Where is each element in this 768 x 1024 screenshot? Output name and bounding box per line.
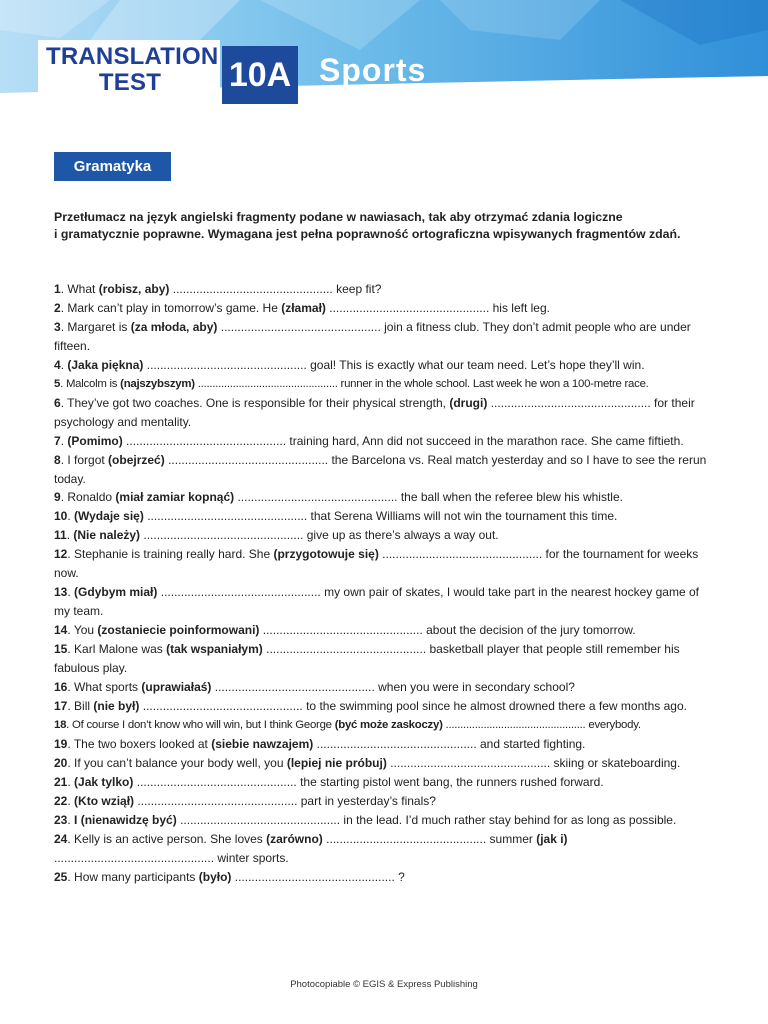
answer-blank: ................................................ (220, 319, 381, 334)
polish-hint: (obejrzeć) (108, 452, 165, 467)
sentence-text: How many participants (74, 869, 199, 884)
exercise-item: 15. Karl Malone was (tak wspaniałym) ................................................ basketball player that people still remember his fabulous play. (54, 642, 680, 676)
exercise-item: 5. Malcolm is (najszybszym) ................................................ runner in the whole school. Last week he won a 100-metre race. (54, 377, 649, 390)
polish-hint: (zarówno) (266, 831, 323, 846)
sentence-text: the starting pistol went bang, the runners rushed forward. (296, 774, 604, 789)
instructions-line2: i gramatycznie poprawne. Wymagana jest pełna poprawność ortograficzna wpisywanych fragmentów zdań. (54, 227, 681, 241)
item-number: 5 (54, 377, 61, 390)
answer-blank: ................................................ (147, 509, 308, 524)
item-number: 17 (54, 698, 68, 713)
polish-hint: (Kto wziął) (74, 793, 135, 808)
polish-hint: (uprawiałaś) (141, 680, 212, 695)
exercise-item: 9. Ronaldo (miał zamiar kopnąć) ................................................ the ball when the referee blew his whistle. (54, 490, 623, 505)
exercise-item: 14. You (zostaniecie poinformowani) ................................................ about the decision of the jury tomorrow. (54, 623, 636, 638)
sentence-text: about the decision of the jury tomorrow. (422, 623, 636, 638)
item-number: 19 (54, 736, 68, 751)
polish-hint: (Jaka piękna) (67, 357, 144, 372)
exercise-item: 1. What (robisz, aby) ................................................ keep fit? (54, 282, 382, 296)
item-number: 24 (54, 831, 68, 846)
item-number: 2 (54, 300, 61, 315)
footer-copyright: Photocopiable © EGIS & Express Publishing (290, 979, 478, 990)
polish-hint: (Pomimo) (67, 433, 123, 448)
sentence-text: part in yesterday’s finals? (297, 793, 436, 808)
sentence-text: They’ve got two coaches. One is responsible for their physical strength, (67, 395, 450, 410)
sentence-text: summer (486, 831, 537, 846)
sentence-text: Stephanie is training really hard. She (74, 547, 274, 562)
answer-blank: ................................................ (329, 300, 490, 315)
polish-hint: (Nie należy) (73, 528, 141, 543)
sentence-text: goal! This is exactly what our team need. Let’s hope they’ll win. (306, 357, 645, 372)
polish-hint: (tak wspaniałym) (166, 642, 263, 657)
exercise-item: 17. Bill (nie był) ................................................ to the swimming pool since he almost drowned there a few months ago. (54, 698, 687, 713)
sentence-text: basketball player that people still remember his fabulous play. (54, 642, 680, 676)
polish-hint: (za młoda, aby) (130, 319, 218, 334)
item-number: 4 (54, 357, 61, 372)
exercise-item: 3. Margaret is (za młoda, aby) ................................................ join a fitness club. They don’t admit people who are under fifteen. (54, 319, 691, 353)
sentence-text: my own pair of skates, I would take part in the nearest hockey game of my team. (54, 585, 699, 619)
item-number: 11 (54, 528, 67, 543)
polish-hint: (miał zamiar kopnąć) (115, 490, 235, 505)
item-number: 21 (54, 774, 68, 789)
sentence-text: training hard, Ann did not succeed in the marathon race. She came fiftieth. (286, 433, 684, 448)
item-number: 13 (54, 585, 68, 600)
answer-blank: ................................................ (143, 528, 304, 543)
polish-hint: (lepiej nie próbuj) (286, 755, 387, 770)
answer-blank: ................................................ (197, 377, 338, 390)
answer-blank: ................................................ (168, 452, 329, 467)
item-number: 20 (54, 755, 68, 770)
item-number: 23 (54, 812, 68, 827)
sentence-text: runner in the whole school. Last week he won a 100-metre race. (337, 377, 649, 390)
sentence-text: everybody. (585, 718, 641, 731)
exercise-list (54, 280, 714, 887)
label-line1: TRANSLATION (46, 43, 219, 70)
exercise-item: 10. (Wydaje się) ................................................ that Serena Williams will not win the tournament this time. (54, 509, 618, 524)
sentence-text: Malcolm is (65, 377, 121, 390)
polish-hint: (przygotowuje się) (273, 547, 379, 562)
sentence-text: You (73, 623, 98, 638)
polish-hint: (robisz, aby) (98, 282, 170, 296)
answer-blank: ................................................ (445, 718, 586, 731)
answer-blank: ................................................ (490, 395, 651, 410)
polish-hint: (nie był) (93, 698, 140, 713)
unit-title: Sports (319, 52, 427, 88)
polish-hint: (Wydaje się) (74, 509, 144, 524)
sentence-text: keep fit? (332, 282, 382, 296)
label-line2: TEST (98, 69, 162, 96)
exercise-item: 18. Of course I don’t know who will win, but I think George (być może zaskoczy) ................................................ everybody. (54, 718, 641, 731)
exercise-item: 21. (Jak tylko) ................................................ the starting pistol went bang, the runners rushed forward. (54, 774, 604, 789)
polish-hint: (było) (198, 869, 232, 884)
sentence-text: If you can’t balance your body well, you (74, 755, 287, 770)
item-number: 6 (54, 395, 61, 410)
answer-blank: ................................................ (262, 623, 423, 638)
answer-blank: ................................................ (326, 831, 487, 846)
exercise-item: 7. (Pomimo) ................................................ training hard, Ann did not succeed in the marathon race. She came fiftieth. (54, 433, 684, 448)
exercise-item: 22. (Kto wziął) ................................................ part in yesterday’s finals? (54, 793, 436, 808)
sentence-text: Of course I don’t know who will win, but I think George (72, 718, 335, 731)
item-number: 14 (54, 623, 68, 638)
exercise-item: 23. I (nienawidzę być) ................................................ in the lead. I’d much rather stay behind for as long as possible. (54, 812, 677, 827)
item-number: 18 (54, 718, 67, 731)
exercise-item: 11. (Nie należy) ................................................ give up as there’s always a way out. (54, 528, 499, 543)
sentence-text: Mark can’t play in tomorrow’s game. He (67, 300, 282, 315)
exercise-item: 8. I forgot (obejrzeć) ................................................ the Barcelona vs. Real match yesterday and so I have to see the rerun today. (54, 452, 707, 486)
exercise-item: 19. The two boxers looked at (siebie nawzajem) ................................................ and started fighting. (54, 736, 586, 751)
answer-blank: ................................................ (316, 736, 477, 751)
exercise-item: 16. What sports (uprawiałaś) ................................................ when you were in secondary school? (54, 680, 575, 695)
polish-hint: (siebie nawzajem) (211, 736, 314, 751)
item-number: 15 (54, 642, 68, 657)
answer-blank: ................................................ (160, 585, 321, 600)
sentence-text: Bill (74, 698, 94, 713)
exercise-item: 20. If you can’t balance your body well, you (lepiej nie próbuj) ................................................ skiing or skateboarding. (54, 755, 681, 770)
sentence-text: when you were in secondary school? (374, 680, 575, 695)
sentence-text: Margaret is (67, 319, 131, 334)
sentence-text: The two boxers looked at (73, 736, 212, 751)
unit-number: 10A (222, 46, 298, 104)
instructions-line1: Przetłumacz na język angielski fragmenty podane w nawiasach, tak aby otrzymać zdania logiczne (54, 210, 623, 224)
item-number: 9 (54, 490, 61, 505)
answer-blank: ................................................ (214, 680, 375, 695)
sentence-text: for the tournament for weeks now. (54, 547, 699, 581)
sentence-text: the ball when the referee blew his whistle. (397, 490, 623, 505)
answer-blank: ................................................ (172, 282, 333, 296)
polish-hint: (Gdybym miał) (74, 585, 158, 600)
instructions (54, 209, 724, 243)
sentence-text: the Barcelona vs. Real match yesterday and so I have to see the rerun today. (54, 452, 707, 486)
item-number: 8 (54, 452, 61, 467)
polish-hint: I (nienawidzę być) (74, 812, 177, 827)
item-number: 3 (54, 319, 61, 334)
exercise-item: 2. Mark can’t play in tomorrow’s game. He (złamał) ................................................ his left leg. (54, 300, 550, 315)
polish-hint: (Jak tylko) (74, 774, 134, 789)
polish-hint: (jak i) (536, 831, 568, 846)
item-number: 1 (54, 282, 61, 296)
exercise-item: 12. Stephanie is training really hard. She (przygotowuje się) ................................................ for the tournament for weeks now. (54, 547, 699, 581)
answer-blank: ................................................ (54, 850, 215, 865)
sentence-text: skiing or skateboarding. (550, 755, 681, 770)
item-number: 25 (54, 869, 68, 884)
polish-hint: (złamał) (281, 300, 326, 315)
polish-hint: (być może zaskoczy) (334, 718, 443, 731)
header-banner (0, 0, 768, 108)
section-tab-gramatyka: Gramatyka (54, 152, 171, 181)
sentence-text: and started fighting. (476, 736, 586, 751)
sentence-text: I forgot (67, 452, 109, 467)
sentence-text: winter sports. (214, 850, 289, 865)
translation-test-label (46, 43, 219, 96)
exercise-item: 25. How many participants (było) ................................................ ? (54, 869, 405, 884)
sentence-text: Ronaldo (67, 490, 116, 505)
answer-blank: ................................................ (234, 869, 395, 884)
answer-blank: ................................................ (266, 642, 427, 657)
sentence-text: join a fitness club. They don’t admit people who are under fifteen. (54, 319, 691, 353)
answer-blank: ................................................ (180, 812, 341, 827)
answer-blank: ................................................ (146, 357, 307, 372)
polish-hint: (zostaniecie poinformowani) (97, 623, 260, 638)
sentence-text: in the lead. I’d much rather stay behind for as long as possible. (340, 812, 677, 827)
exercise-item: 24. Kelly is an active person. She loves (zarówno) ................................................ summer (jak i) ................................................ winter sports. (54, 831, 568, 865)
sentence-text: his left leg. (489, 300, 550, 315)
item-number: 22 (54, 793, 68, 808)
sentence-text: give up as there’s always a way out. (303, 528, 499, 543)
sentence-text: Kelly is an active person. She loves (74, 831, 267, 846)
answer-blank: ................................................ (390, 755, 551, 770)
sentence-text: What (67, 282, 99, 296)
item-number: 16 (54, 680, 68, 695)
answer-blank: ................................................ (142, 698, 303, 713)
sentence-text: that Serena Williams will not win the tournament this time. (307, 509, 618, 524)
sentence-text: Karl Malone was (74, 642, 167, 657)
sentence-text: ? (394, 869, 405, 884)
polish-hint: (drugi) (449, 395, 488, 410)
sentence-text: to the swimming pool since he almost drowned there a few months ago. (302, 698, 687, 713)
item-number: 7 (54, 433, 61, 448)
answer-blank: ................................................ (382, 547, 543, 562)
exercise-item: 13. (Gdybym miał) ................................................ my own pair of skates, I would take part in the nearest hockey game of my team. (54, 585, 699, 619)
exercise-item: 4. (Jaka piękna) ................................................ goal! This is exactly what our team need. Let’s hope they’ll win. (54, 357, 645, 372)
answer-blank: ................................................ (126, 433, 287, 448)
exercise-item: 6. They’ve got two coaches. One is responsible for their physical strength, (drugi) ................................................ for their psychology and mentality. (54, 395, 695, 429)
sentence-text: for their psychology and mentality. (54, 395, 695, 429)
sentence-text: What sports (74, 680, 142, 695)
item-number: 12 (54, 547, 68, 562)
answer-blank: ................................................ (136, 774, 297, 789)
polish-hint: (najszybszym) (120, 377, 195, 390)
answer-blank: ................................................ (137, 793, 298, 808)
item-number: 10 (54, 509, 68, 524)
answer-blank: ................................................ (237, 490, 398, 505)
